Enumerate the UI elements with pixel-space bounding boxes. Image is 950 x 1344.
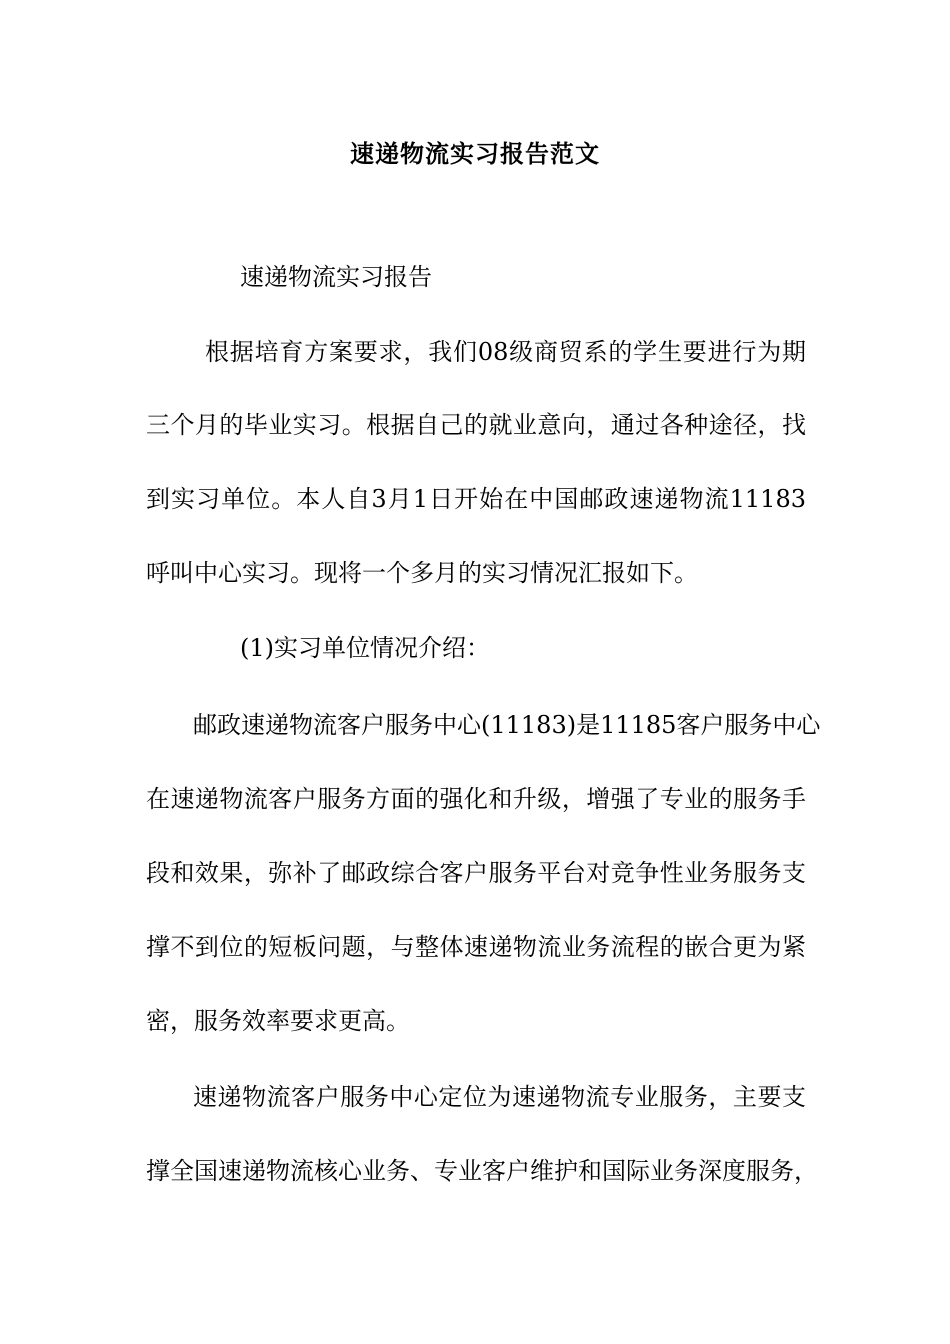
paragraph-line: 撑不到位的短板问题，与整体速递物流业务流程的嵌合更为紧 (146, 933, 806, 961)
document-title: 速递物流实习报告范文 (350, 139, 600, 168)
paragraph-line: 呼叫中心实习。现将一个多月的实习情况汇报如下。 (146, 559, 698, 587)
paragraph-line: 邮政速递物流客户服务中心(11183)是11185客户服务中心 (193, 711, 821, 739)
paragraph-line: 根据培育方案要求，我们08级商贸系的学生要进行为期 (205, 338, 806, 366)
paragraph-line: 速递物流客户服务中心定位为速递物流专业服务，主要支 (193, 1083, 806, 1111)
paragraph-line: 密，服务效率要求更高。 (146, 1007, 410, 1035)
paragraph-line: 段和效果，弥补了邮政综合客户服务平台对竞争性业务服务支 (146, 859, 806, 887)
paragraph-line: 在速递物流客户服务方面的强化和升级，增强了专业的服务手 (146, 785, 806, 813)
paragraph-line: 到实习单位。本人自3月1日开始在中国邮政速递物流11183 (146, 485, 806, 513)
document-subtitle: 速递物流实习报告 (240, 263, 432, 291)
section-heading: (1)实习单位情况介绍： (240, 634, 490, 662)
paragraph-line: 三个月的毕业实习。根据自己的就业意向，通过各种途径，找 (146, 411, 806, 439)
paragraph-line: 撑全国速递物流核心业务、专业客户维护和国际业务深度服务， (146, 1157, 818, 1185)
